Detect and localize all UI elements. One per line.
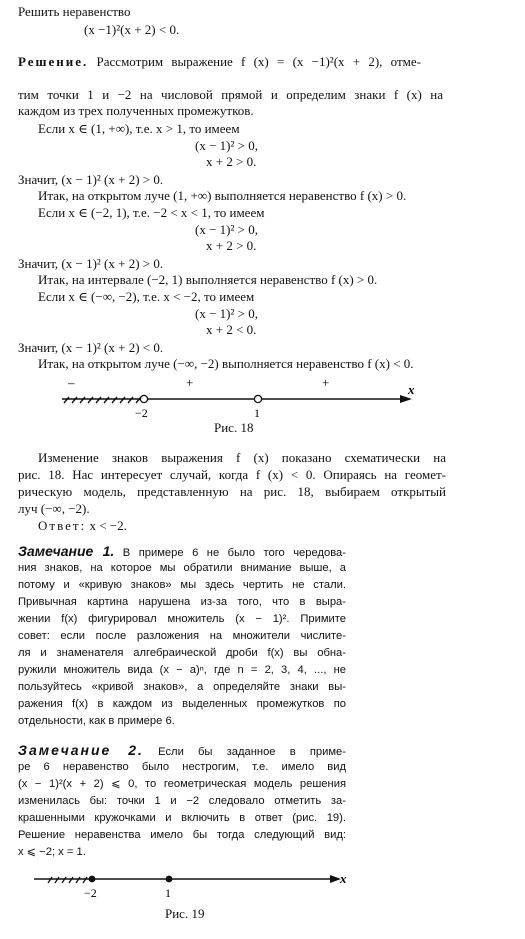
solution-intro-line-2: тим точки 1 и −2 на числовой прямой и определим знаки f (x) на xyxy=(18,87,443,102)
case1-result: Итак, на открытом луче (1, +∞) выполняется неравенство f (x) > 0. xyxy=(38,188,407,203)
case2-condition: Если x ∈ (−2, 1), т.е. −2 < x < 1, то имеем xyxy=(38,205,265,220)
note2-line-7: x ⩽ −2; x = 1. xyxy=(18,846,86,858)
case1-conclusion: Значит, (x − 1)² (x + 2) > 0. xyxy=(18,172,164,187)
fig18-label-minus2: −2 xyxy=(135,406,148,420)
fig18-axis-label: x xyxy=(408,382,415,397)
note1-line-3: потому и «кривую знаков» мы здесь чертить не стали. xyxy=(18,579,346,591)
fig19-filled-point-minus2 xyxy=(89,876,96,883)
note1-line-4: Привычная картина нарушена из-за того, что в выра- xyxy=(18,596,346,608)
discussion-line-3: рическую модель, представленную на рис. 18, выбираем открытый xyxy=(18,484,446,499)
answer-label: Ответ: xyxy=(38,518,87,533)
answer-value: x < −2. xyxy=(86,518,127,533)
fig19-hatching xyxy=(48,877,87,883)
fig19-label-1: 1 xyxy=(165,886,171,900)
discussion-line-4: луч (−∞, −2). xyxy=(18,501,90,516)
number-line-fig19 xyxy=(0,866,525,906)
answer xyxy=(38,518,127,534)
example-inequality: (x −1)²(x + 2) < 0. xyxy=(84,22,180,37)
fig19-caption: Рис. 19 xyxy=(165,906,205,921)
note1-line-6: совет: если после разложения на множители числите- xyxy=(18,630,346,642)
case2-conclusion: Значит, (x − 1)² (x + 2) > 0. xyxy=(18,256,164,271)
note1-line-2: ния знаков, на которое мы обратили внимание выше, а xyxy=(18,562,346,574)
solution-intro-line-1: Решение. Рассмотрим выражение f (x) = (x −1)²(x + 2), отме- xyxy=(18,54,421,69)
solution-label: Решение. xyxy=(18,54,89,69)
case2-factor-b: x + 2 > 0. xyxy=(206,238,257,253)
note2-line-4: изменилась бы: точки 1 и −2 следовало отметить за- xyxy=(18,795,346,807)
case3-conclusion: Значит, (x − 1)² (x + 2) < 0. xyxy=(18,340,164,355)
fig19-axis-label: x xyxy=(340,871,347,886)
note2-line-1: Замечание 2. Если бы заданное в приме- xyxy=(18,742,346,758)
solution-intro-line-3: каждом из трех полученных промежутков. xyxy=(18,103,254,118)
case1-condition: Если x ∈ (1, +∞), т.е. x > 1, то имеем xyxy=(38,121,240,136)
fig18-label-1: 1 xyxy=(254,406,260,420)
note1-title: Замечание 1. xyxy=(18,543,115,559)
fig18-open-point-1 xyxy=(254,395,261,402)
fig18-hatching xyxy=(64,397,141,403)
note2-line-2: ре 6 неравенство было нестрогим, т.е. имело вид xyxy=(18,761,346,773)
discussion-line-2: рис. 18. Нас интересует случай, когда f (x) < 0. Опираясь на геомет- xyxy=(18,467,446,482)
fig19-label-minus2: −2 xyxy=(84,886,97,900)
fig18-sign-plus-right: + xyxy=(322,375,330,390)
number-line-fig18 xyxy=(0,372,525,420)
fig18-open-point-minus2 xyxy=(140,395,147,402)
fig18-caption: Рис. 18 xyxy=(214,420,254,435)
case1-factor-a: (x − 1)² > 0, xyxy=(195,138,258,153)
note1-line-1: Замечание 1. В примере 6 не было того чередова- xyxy=(18,543,346,559)
discussion-line-1: Изменение знаков выражения f (x) показано схематически на xyxy=(38,450,446,465)
fig18-sign-plus-middle: + xyxy=(186,375,194,390)
case1-factor-b: x + 2 > 0. xyxy=(206,154,257,169)
note2-line-5: крашенными кружочками и включить в ответ (рис. 19). xyxy=(18,812,346,824)
case3-result: Итак, на открытом луче (−∞, −2) выполняется неравенство f (x) < 0. xyxy=(38,356,414,371)
case3-factor-a: (x − 1)² > 0, xyxy=(195,306,258,321)
case3-factor-b: x + 2 < 0. xyxy=(206,322,257,337)
note2-title: Замечание 2. xyxy=(18,742,144,758)
note2-line-3: (x − 1)²(x + 2) ⩽ 0, то геометрическая модель решения xyxy=(18,778,346,790)
fig18-sign-minus: – xyxy=(68,375,75,390)
note1-line-9: пользуйтесь «кривой знаков», а определяйте знаки вы- xyxy=(18,681,346,693)
note2-line-6: Решение неравенства имело бы тогда следующий вид: xyxy=(18,829,346,841)
case3-condition: Если x ∈ (−∞, −2), т.е. x < −2, то имеем xyxy=(38,289,255,304)
note1-line-8: ружили множитель вида (x − a)ⁿ, где n = 2, 3, 4, ..., не xyxy=(18,664,346,676)
case2-result: Итак, на интервале (−2, 1) выполняется неравенство f (x) > 0. xyxy=(38,272,378,287)
note1-line-10: ражения f(x) в каждом из выделенных промежутков по xyxy=(18,698,346,710)
note1-line-11: отдельности, как в примере 6. xyxy=(18,715,175,727)
note1-line-5: жении f(x) фигурировал множитель (x − 1)². Примите xyxy=(18,613,346,625)
fig19-filled-point-1 xyxy=(166,876,173,883)
note1-line-7: ля и знаменателя алгебраической дроби f(x) вы обна- xyxy=(18,647,346,659)
case2-factor-a: (x − 1)² > 0, xyxy=(195,222,258,237)
example-task: Решить неравенство xyxy=(18,4,131,19)
